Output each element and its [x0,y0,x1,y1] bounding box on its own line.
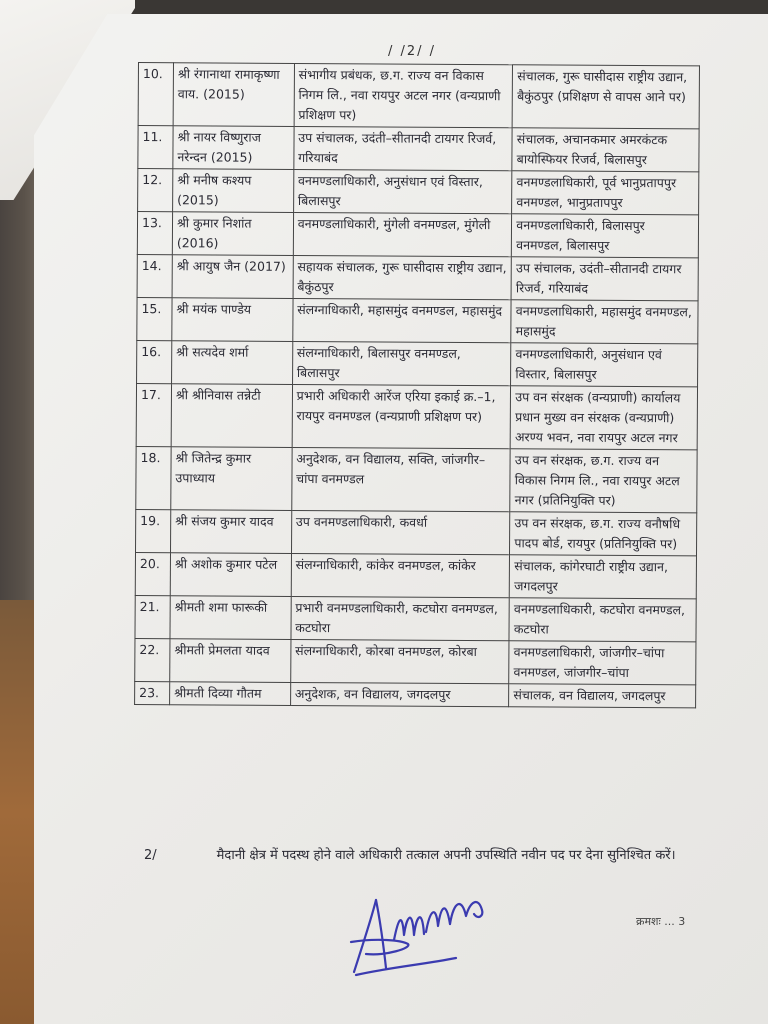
row-number: 21. [135,595,170,638]
row-number: 20. [135,552,170,595]
table-row [135,638,696,684]
new-post: उप वन संरक्षक, छ.ग. राज्य वन विकास निगम लि., नवा रायपुर अटल नगर (प्रतिनियुक्ति पर) [510,449,697,513]
row-number: 17. [136,383,171,446]
table-row [136,509,697,555]
officer-name: श्री रंगानाथा रामाकृष्णा वाय. (2015) [173,63,294,127]
row-number: 11. [138,126,173,169]
row-number: 13. [137,212,172,255]
table-row [137,340,698,386]
note-number: 2/ [144,848,157,863]
new-post: उप वन संरक्षक (वन्यप्राणी) कार्यालय प्रधान मुख्य वन संरक्षक (वन्यप्राणी) अरण्य भवन, नवा रायपुर अटल नगर [510,386,697,450]
current-post: संभागीय प्रबंधक, छ.ग. राज्य वन विकास निगम लि., नवा रायपुर अटल नगर (वन्यप्राणी प्रशिक्षण पर) [294,63,513,127]
note-text: मैदानी क्षेत्र में पदस्थ होने वाले अधिकारी तत्काल अपनी उपस्थिति नवीन पद पर देना सुनिश्चित करें। [216,848,676,863]
table-row [138,126,699,172]
table-row [137,254,698,300]
new-post: वनमण्डलाधिकारी, पूर्व भानुप्रतापपुर वनमण्डल, भानुप्रतापपुर [512,171,699,215]
new-post: वनमण्डलाधिकारी, बिलासपुर वनमण्डल, बिलासपुर [512,214,699,258]
signature-icon [346,880,496,980]
new-post: उप वन संरक्षक, छ.ग. राज्य वनौषधि पादप बोर्ड, रायपुर (प्रतिनियुक्ति पर) [510,512,697,556]
officer-name: श्री अशोक कुमार पटेल [170,553,291,597]
row-number: 23. [135,681,170,704]
current-post: संलग्नाधिकारी, बिलासपुर वनमण्डल, बिलासपुर [292,341,511,385]
row-number: 22. [135,638,170,681]
officer-name: श्री सत्यदेव शर्मा [172,341,293,385]
table-row [138,63,699,129]
row-number: 19. [136,509,171,552]
current-post: संलग्नाधिकारी, कोरबा वनमण्डल, कोरबा [290,639,509,683]
row-number: 18. [136,446,171,509]
current-post: अनुदेशक, वन विद्यालय, जगदलपुर [290,682,509,706]
officer-name: श्री श्रीनिवास तन्नेटी [171,384,292,448]
table-row [136,383,697,449]
officer-name: श्रीमती प्रेमलता यादव [170,639,291,683]
new-post: संचालक, वन विद्यालय, जगदलपुर [509,684,696,708]
officer-name: श्री नायर विष्णुराज नरेन्दन (2015) [173,126,294,170]
table-row [135,681,696,707]
officer-name: श्री कुमार निशांत (2016) [172,212,293,256]
transfer-table [134,62,700,708]
table-row [136,446,697,512]
officer-name: श्री संजय कुमार यादव [170,510,291,554]
continued-marker: क्रमशः ... 3 [636,915,686,928]
current-post: संलग्नाधिकारी, महासमुंद वनमण्डल, महासमुंद [293,298,512,342]
table-row [137,212,698,258]
new-post: वनमण्डलाधिकारी, कटघोरा वनमण्डल, कटघोरा [509,598,696,642]
new-post: वनमण्डलाधिकारी, अनुसंधान एवं विस्तार, बिलासपुर [511,343,698,387]
new-post: वनमण्डलाधिकारी, महासमुंद वनमण्डल, महासमुंद [511,300,698,344]
officer-name: श्री मयंक पाण्डेय [172,298,293,342]
current-post: वनमण्डलाधिकारी, मुंगेली वनमण्डल, मुंगेली [293,212,512,256]
row-number: 15. [137,297,172,340]
background-wood [0,600,36,1024]
officer-name: श्रीमती शमा फारूकी [170,596,291,640]
officer-name: श्रीमती दिव्या गौतम [170,682,291,706]
new-post: वनमण्डलाधिकारी, जांजगीर–चांपा वनमण्डल, जांजगीर–चांपा [509,641,696,685]
row-number: 10. [138,63,173,126]
current-post: सहायक संचालक, गुरू घासीदास राष्ट्रीय उद्यान, बैकुंठपुर [293,255,512,299]
row-number: 14. [137,254,172,297]
page-marker: / /2/ / [388,44,437,59]
officer-name: श्री मनीष कश्यप (2015) [173,169,294,213]
new-post: उप संचालक, उदंती–सीतानदी टायगर रिजर्व, गरियाबंद [511,257,698,301]
current-post: उप संचालक, उदंती–सीतानदी टायगर रिजर्व, गरियाबंद [294,126,513,170]
note-paragraph [144,846,704,865]
new-post: संचालक, कांगेरघाटी राष्ट्रीय उद्यान, जगदलपुर [510,555,697,599]
current-post: प्रभारी अधिकारी आरेंज एरिया इकाई क्र.–1, रायपुर वनमण्डल (वन्यप्राणी प्रशिक्षण पर) [292,384,511,448]
current-post: प्रभारी वनमण्डलाधिकारी, कटघोरा वनमण्डल, कटघोरा [291,596,510,640]
row-number: 12. [138,169,173,212]
current-post: वनमण्डलाधिकारी, अनुसंधान एवं विस्तार, बिलासपुर [293,169,512,213]
new-post: संचालक, अचानकमार अमरकंटक बायोस्फियर रिजर्व, बिलासपुर [512,128,699,172]
table-row [138,169,699,215]
new-post: संचालक, गुरू घासीदास राष्ट्रीय उद्यान, बैकुंठपुर (प्रशिक्षण से वापस आने पर) [512,65,699,129]
table-body [135,63,700,708]
officer-name: श्री आयुष जैन (2017) [172,255,293,299]
row-number: 16. [137,340,172,383]
current-post: संलग्नाधिकारी, कांकेर वनमण्डल, कांकेर [291,553,510,597]
table-row [135,595,696,641]
table-row [135,552,696,598]
current-post: उप वनमण्डलाधिकारी, कवर्धा [291,510,510,554]
current-post: अनुदेशक, वन विद्यालय, सक्ति, जांजगीर–चांपा वनमण्डल [291,447,510,511]
officer-name: श्री जितेन्द्र कुमार उपाध्याय [171,447,292,511]
table-row [137,297,698,343]
